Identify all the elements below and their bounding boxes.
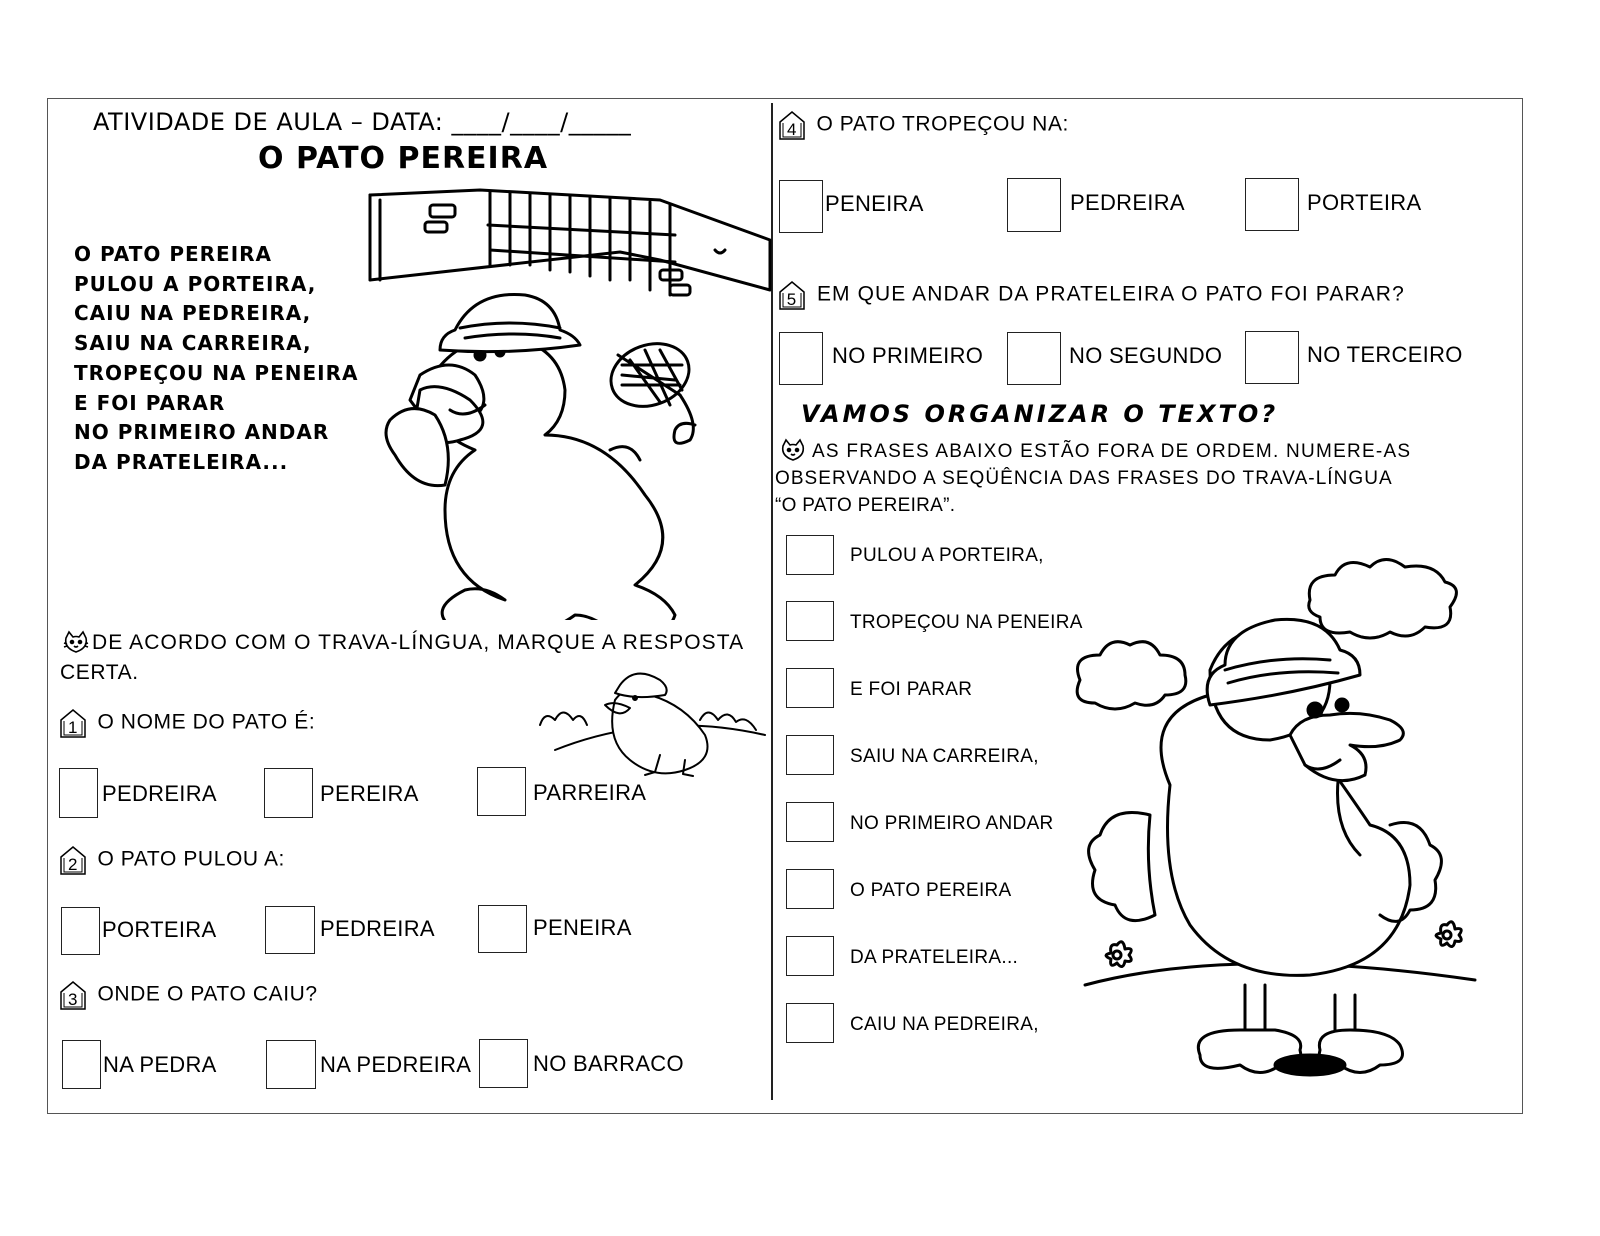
order-number-box[interactable] (786, 601, 834, 641)
phrase-item: SAIU NA CARREIRA, (850, 746, 1039, 767)
phrase-item: PULOU A PORTEIRA, (850, 545, 1044, 566)
option-label: PARREIRA (533, 780, 647, 805)
question-3 (59, 980, 318, 1010)
organize-instruction-line1: AS FRASES ABAIXO ESTÃO FORA DE ORDEM. NUMERE-AS (812, 441, 1412, 462)
cat-icon (63, 630, 89, 656)
organize-instruction-line2: OBSERVANDO A SEQÜÊNCIA DAS FRASES DO TRAVA-LÍNGUA (775, 468, 1393, 489)
header-date-line: ATIVIDADE DE AULA – DATA: ____/____/_____ (93, 108, 632, 136)
option-label: NO BARRACO (533, 1051, 684, 1076)
answer-checkbox[interactable] (1007, 332, 1061, 385)
poem-line: CAIU NA PEDREIRA, (74, 301, 312, 326)
phrase-item: NO PRIMEIRO ANDAR (850, 813, 1054, 834)
answer-checkbox[interactable] (779, 332, 823, 385)
option-label: NA PEDREIRA (320, 1052, 472, 1077)
question-text: O PATO TROPEÇOU NA: (816, 112, 1069, 136)
phrase-item: DA PRATELEIRA... (850, 947, 1019, 968)
option-label: NA PEDRA (103, 1052, 217, 1077)
phrase-item: E FOI PARAR (850, 679, 973, 700)
poem-line: PULOU A PORTEIRA, (74, 271, 317, 296)
answer-checkbox[interactable] (477, 767, 526, 816)
option-label: PEDREIRA (320, 916, 435, 941)
house-number-icon: 3 (59, 980, 87, 1010)
poem-line: NO PRIMEIRO ANDAR (74, 420, 330, 445)
house-number-icon: 1 (59, 708, 87, 738)
order-number-box[interactable] (786, 535, 834, 575)
option-label: NO TERCEIRO (1307, 342, 1463, 367)
question-4 (778, 110, 1069, 140)
answer-checkbox[interactable] (61, 907, 100, 955)
house-number-icon: 2 (59, 845, 87, 875)
question-text: O NOME DO PATO É: (97, 710, 316, 734)
answer-checkbox[interactable] (59, 768, 98, 818)
question-text: ONDE O PATO CAIU? (97, 982, 318, 1006)
poem (74, 240, 358, 478)
question-1 (59, 708, 315, 738)
question-2 (59, 845, 285, 875)
answer-checkbox[interactable] (266, 1040, 316, 1089)
order-number-box[interactable] (786, 1003, 834, 1043)
poem-line: TROPEÇOU NA PENEIRA (74, 360, 359, 385)
question-text: O PATO PULOU A: (97, 847, 285, 871)
poem-line: SAIU NA CARREIRA, (74, 331, 312, 356)
option-label: PEDREIRA (102, 781, 217, 806)
page-title: O PATO PEREIRA (258, 141, 549, 176)
instruction-left-line2: CERTA. (60, 661, 139, 684)
order-number-box[interactable] (786, 668, 834, 708)
option-label: NO PRIMEIRO (832, 343, 984, 368)
option-label: PEDREIRA (1070, 190, 1185, 215)
small-duck-illustration (535, 660, 770, 780)
order-number-box[interactable] (786, 869, 834, 909)
big-duck-illustration (1060, 555, 1480, 1095)
option-label: PEREIRA (320, 781, 419, 806)
answer-checkbox[interactable] (1245, 178, 1299, 231)
question-5 (778, 280, 1405, 310)
instruction-left-line1: DE ACORDO COM O TRAVA-LÍNGUA, MARQUE A RESPOSTA (92, 631, 745, 654)
poem-line: E FOI PARAR (74, 390, 226, 415)
organize-instruction-line3: “O PATO PEREIRA”. (775, 495, 956, 516)
question-text: EM QUE ANDAR DA PRATELEIRA O PATO FOI PARAR? (816, 282, 1405, 306)
answer-checkbox[interactable] (478, 905, 527, 953)
poem-line: DA PRATELEIRA... (74, 449, 289, 474)
answer-checkbox[interactable] (779, 180, 823, 233)
order-number-box[interactable] (786, 936, 834, 976)
option-label: PORTEIRA (1307, 190, 1422, 215)
answer-checkbox[interactable] (479, 1039, 528, 1088)
duck-fence-illustration (360, 180, 772, 620)
house-number-icon: 4 (778, 110, 806, 140)
answer-checkbox[interactable] (264, 768, 313, 818)
answer-checkbox[interactable] (1007, 178, 1061, 232)
option-label: PENEIRA (825, 191, 924, 216)
order-number-box[interactable] (786, 735, 834, 775)
option-label: NO SEGUNDO (1069, 343, 1223, 368)
option-label: PENEIRA (533, 915, 632, 940)
house-number-icon: 5 (778, 280, 806, 310)
answer-checkbox[interactable] (1245, 331, 1299, 384)
phrase-item: CAIU NA PEDREIRA, (850, 1014, 1039, 1035)
organize-heading: VAMOS ORGANIZAR O TEXTO? (801, 400, 1279, 428)
order-number-box[interactable] (786, 802, 834, 842)
poem-line: O PATO PEREIRA (74, 242, 273, 266)
option-label: PORTEIRA (102, 917, 217, 942)
answer-checkbox[interactable] (265, 906, 315, 954)
phrase-item: O PATO PEREIRA (850, 880, 1012, 901)
answer-checkbox[interactable] (62, 1040, 101, 1089)
phrase-item: TROPEÇOU NA PENEIRA (850, 612, 1083, 633)
cat-icon (780, 438, 806, 464)
